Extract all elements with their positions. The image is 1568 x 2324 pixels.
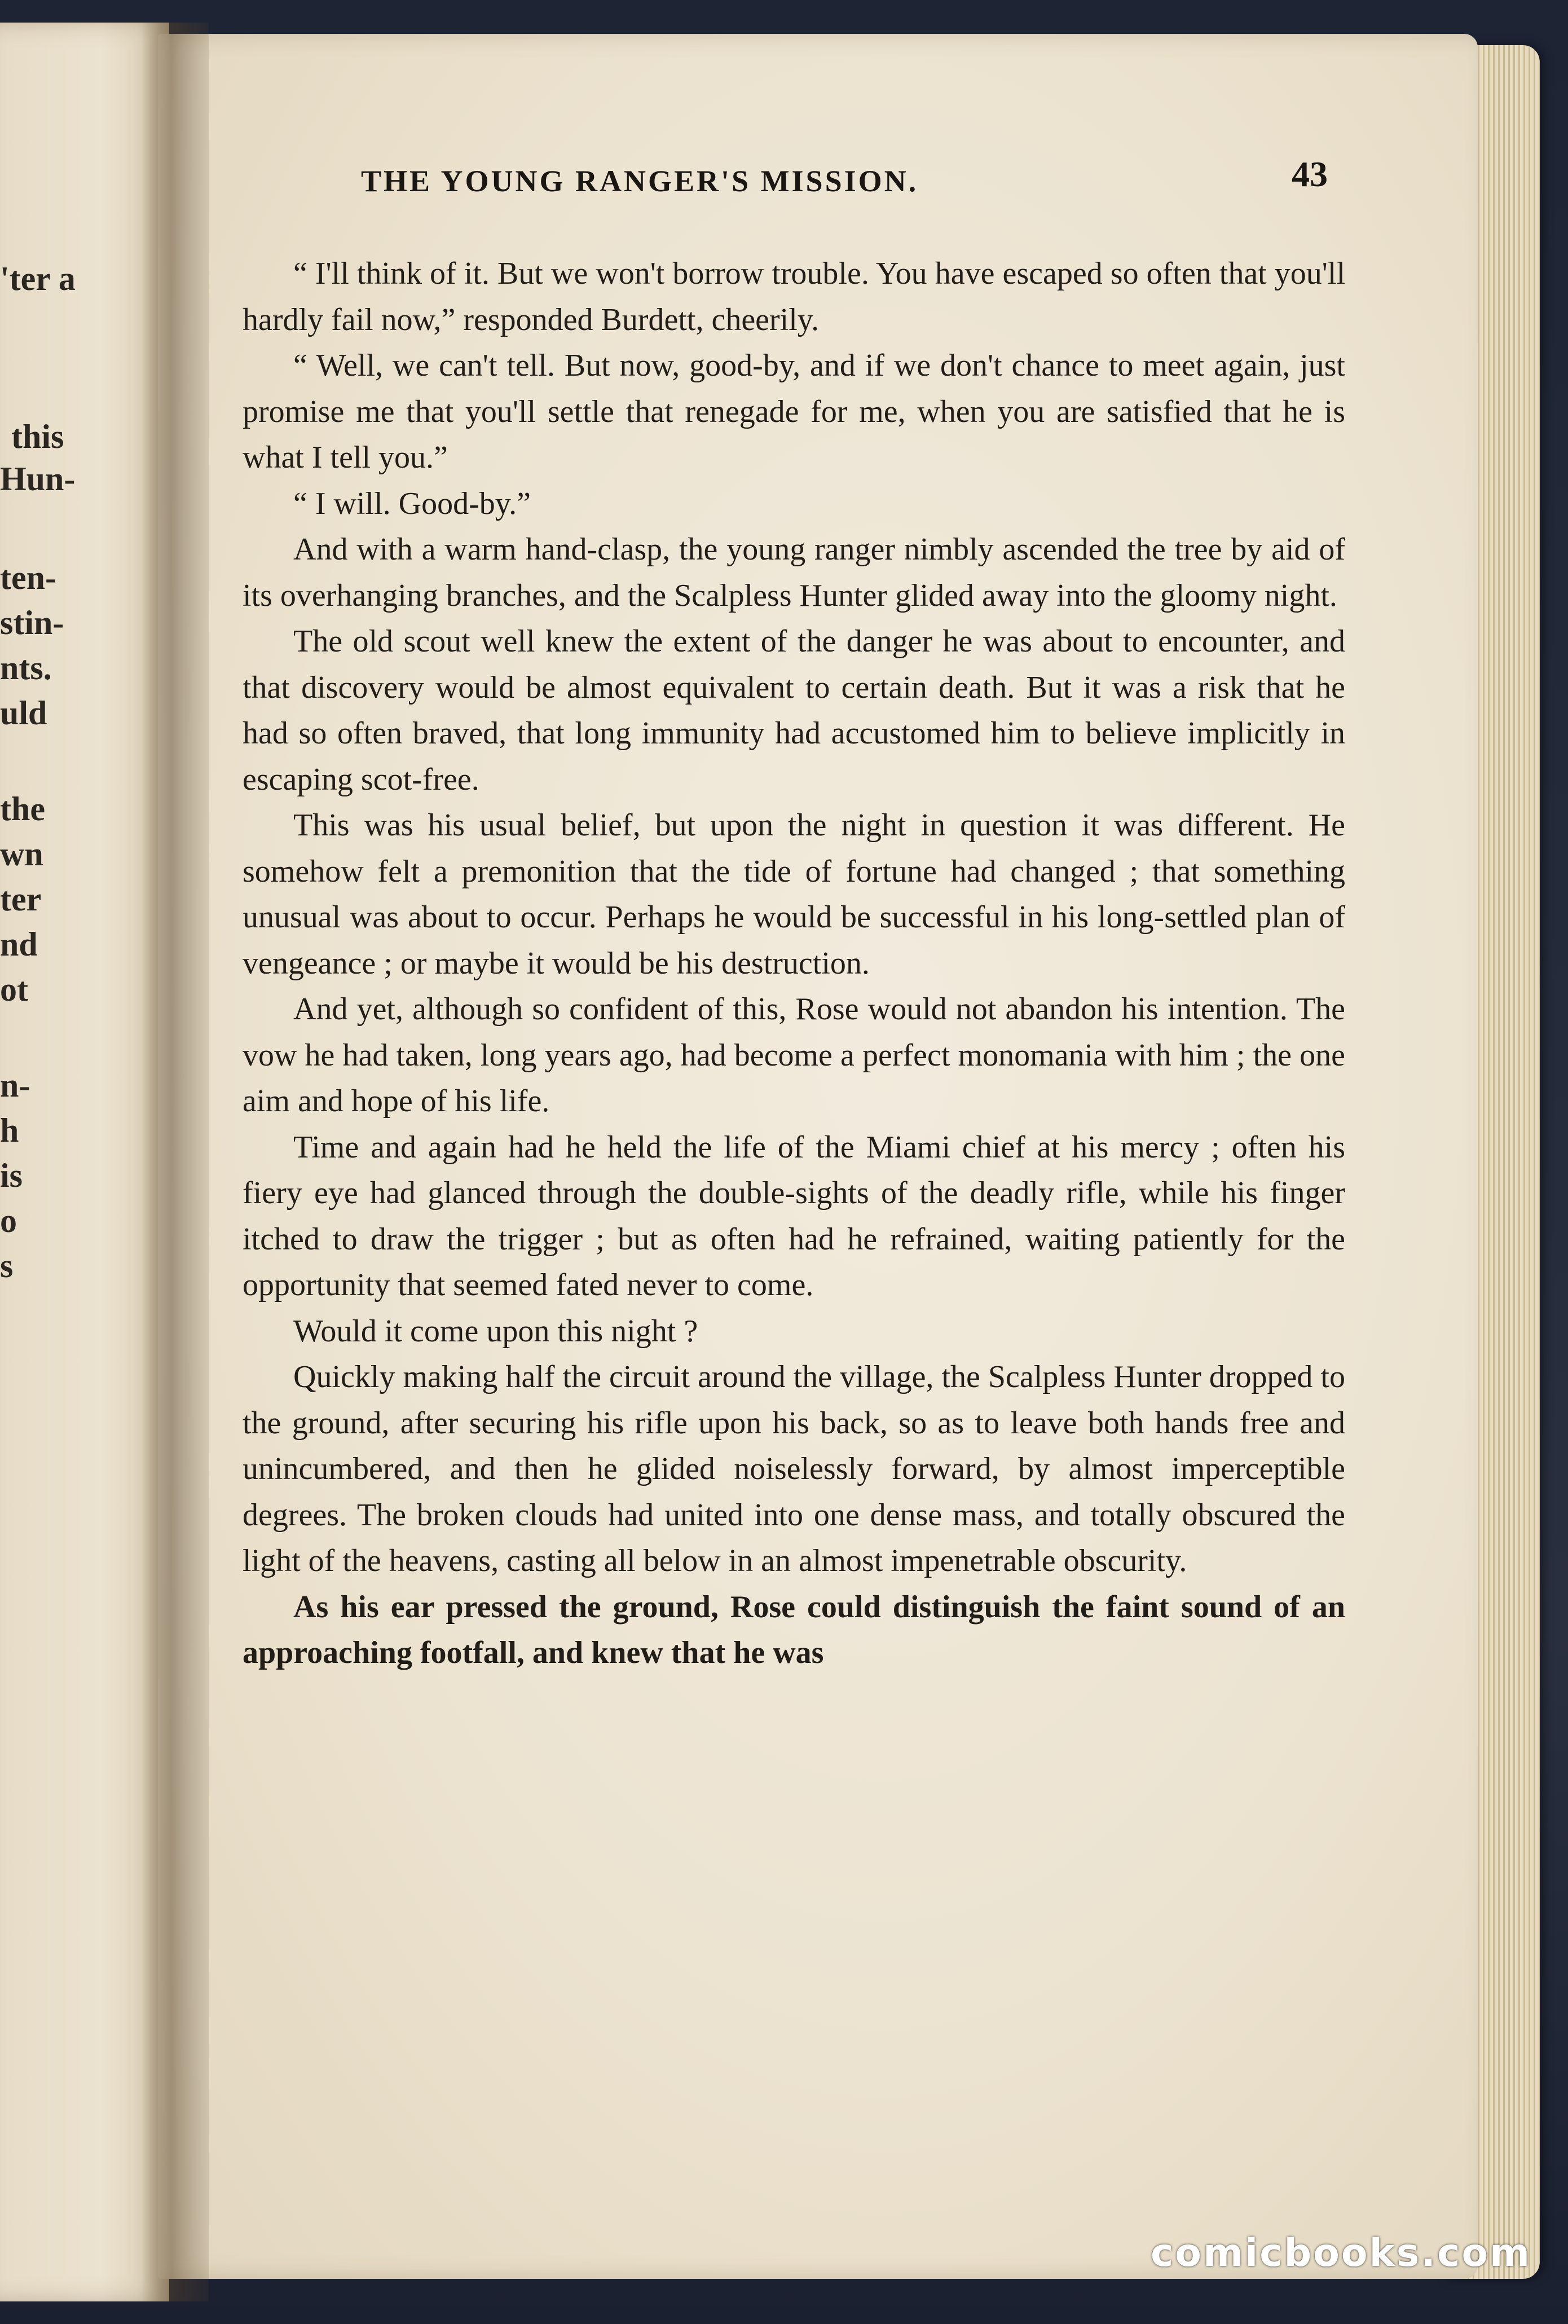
- paragraph: And yet, although so confident of this, Rose would not abandon his intention. The vow he had taken, long years ago, had become a perfect monomania with him ; the one aim and hope of his life.: [243, 992, 1345, 1119]
- paragraph: “ Well, we can't tell. But now, good-by, and if we don't chance to meet again, just promise me that you'll settle that renegade for me, when you are satisfied that he is what I tell you.”: [243, 348, 1345, 475]
- page-number: 43: [1292, 154, 1328, 194]
- paragraph: “ I'll think of it. But we won't borrow trouble. You have escaped so often that you'll hardly fail now,” responded Burdett, cheerily.: [243, 256, 1345, 337]
- left-page-fragment: the: [0, 790, 45, 828]
- paragraph: As his ear pressed the ground, Rose could distinguish the faint sound of an approaching footfall, and knew that he was: [243, 1589, 1345, 1670]
- paragraph: This was his usual belief, but upon the night in question it was different. He somehow felt a premonition that the tide of fortune had changed ; that something unusual was about to occur. Perhaps he would be successful in his long-settled plan of vengeance ; or maybe it would be his destruction.: [243, 808, 1345, 981]
- left-page-fragment: 'ter a: [0, 260, 76, 297]
- left-page-fragment: uld: [0, 694, 47, 732]
- left-page-fragment: Hun-: [0, 460, 76, 498]
- left-page-fragment: stin-: [0, 604, 64, 641]
- paragraph: Would it come upon this night ?: [293, 1313, 698, 1349]
- left-page-fragment: ten-: [0, 559, 56, 596]
- paragraph: The old scout well knew the extent of the danger he was about to encounter, and that discovery would be almost equivalent to certain death. But it was a risk that he had so often braved, that long immunity had accustomed him to believe implicitly in escaping scot-free.: [243, 624, 1345, 797]
- running-head-title: THE YOUNG RANGER'S MISSION.: [361, 164, 919, 198]
- left-page-fragment: s: [0, 1247, 14, 1284]
- left-page-fragment: nd: [0, 926, 38, 963]
- paragraph: “ I will. Good-by.”: [293, 486, 531, 521]
- body-text: [243, 251, 1345, 1676]
- paragraph: Quickly making half the circuit around the village, the Scalpless Hunter dropped to the ground, after securing his rifle upon his back, so as to leave both hands free and unincumbered, and then he glided noiselessly forward, by almost imperceptible degrees. The broken clouds had united into one dense mass, and totally obscured the light of the heavens, casting all below in an almost impenetrable obscurity.: [243, 1359, 1345, 1578]
- left-page-fragment: h: [0, 1112, 19, 1149]
- left-page-fragment: is: [0, 1157, 23, 1194]
- left-page-fragment: ter: [0, 881, 42, 918]
- left-page-fragment: o: [0, 1202, 17, 1239]
- watermark: comicbooks.com: [1151, 2231, 1532, 2275]
- left-page-fragment: nts.: [0, 649, 52, 686]
- left-page-fragment: ot: [0, 971, 28, 1008]
- book-gutter-shadow: [141, 23, 209, 2301]
- paragraph: And with a warm hand-clasp, the young ranger nimbly ascended the tree by aid of its overhanging branches, and the Scalpless Hunter glided away into the gloomy night.: [243, 532, 1345, 613]
- paragraph: Time and again had he held the life of the Miami chief at his mercy ; often his fiery eye had glanced through the double-sights of the deadly rifle, while his finger itched to draw the trigger ; but as often had he refrained, waiting patiently for the opportunity that seemed fated never to come.: [243, 1129, 1345, 1302]
- left-page-fragment: this: [11, 418, 64, 455]
- left-page-fragment: wn: [0, 835, 43, 873]
- left-page-fragment: n-: [0, 1067, 30, 1104]
